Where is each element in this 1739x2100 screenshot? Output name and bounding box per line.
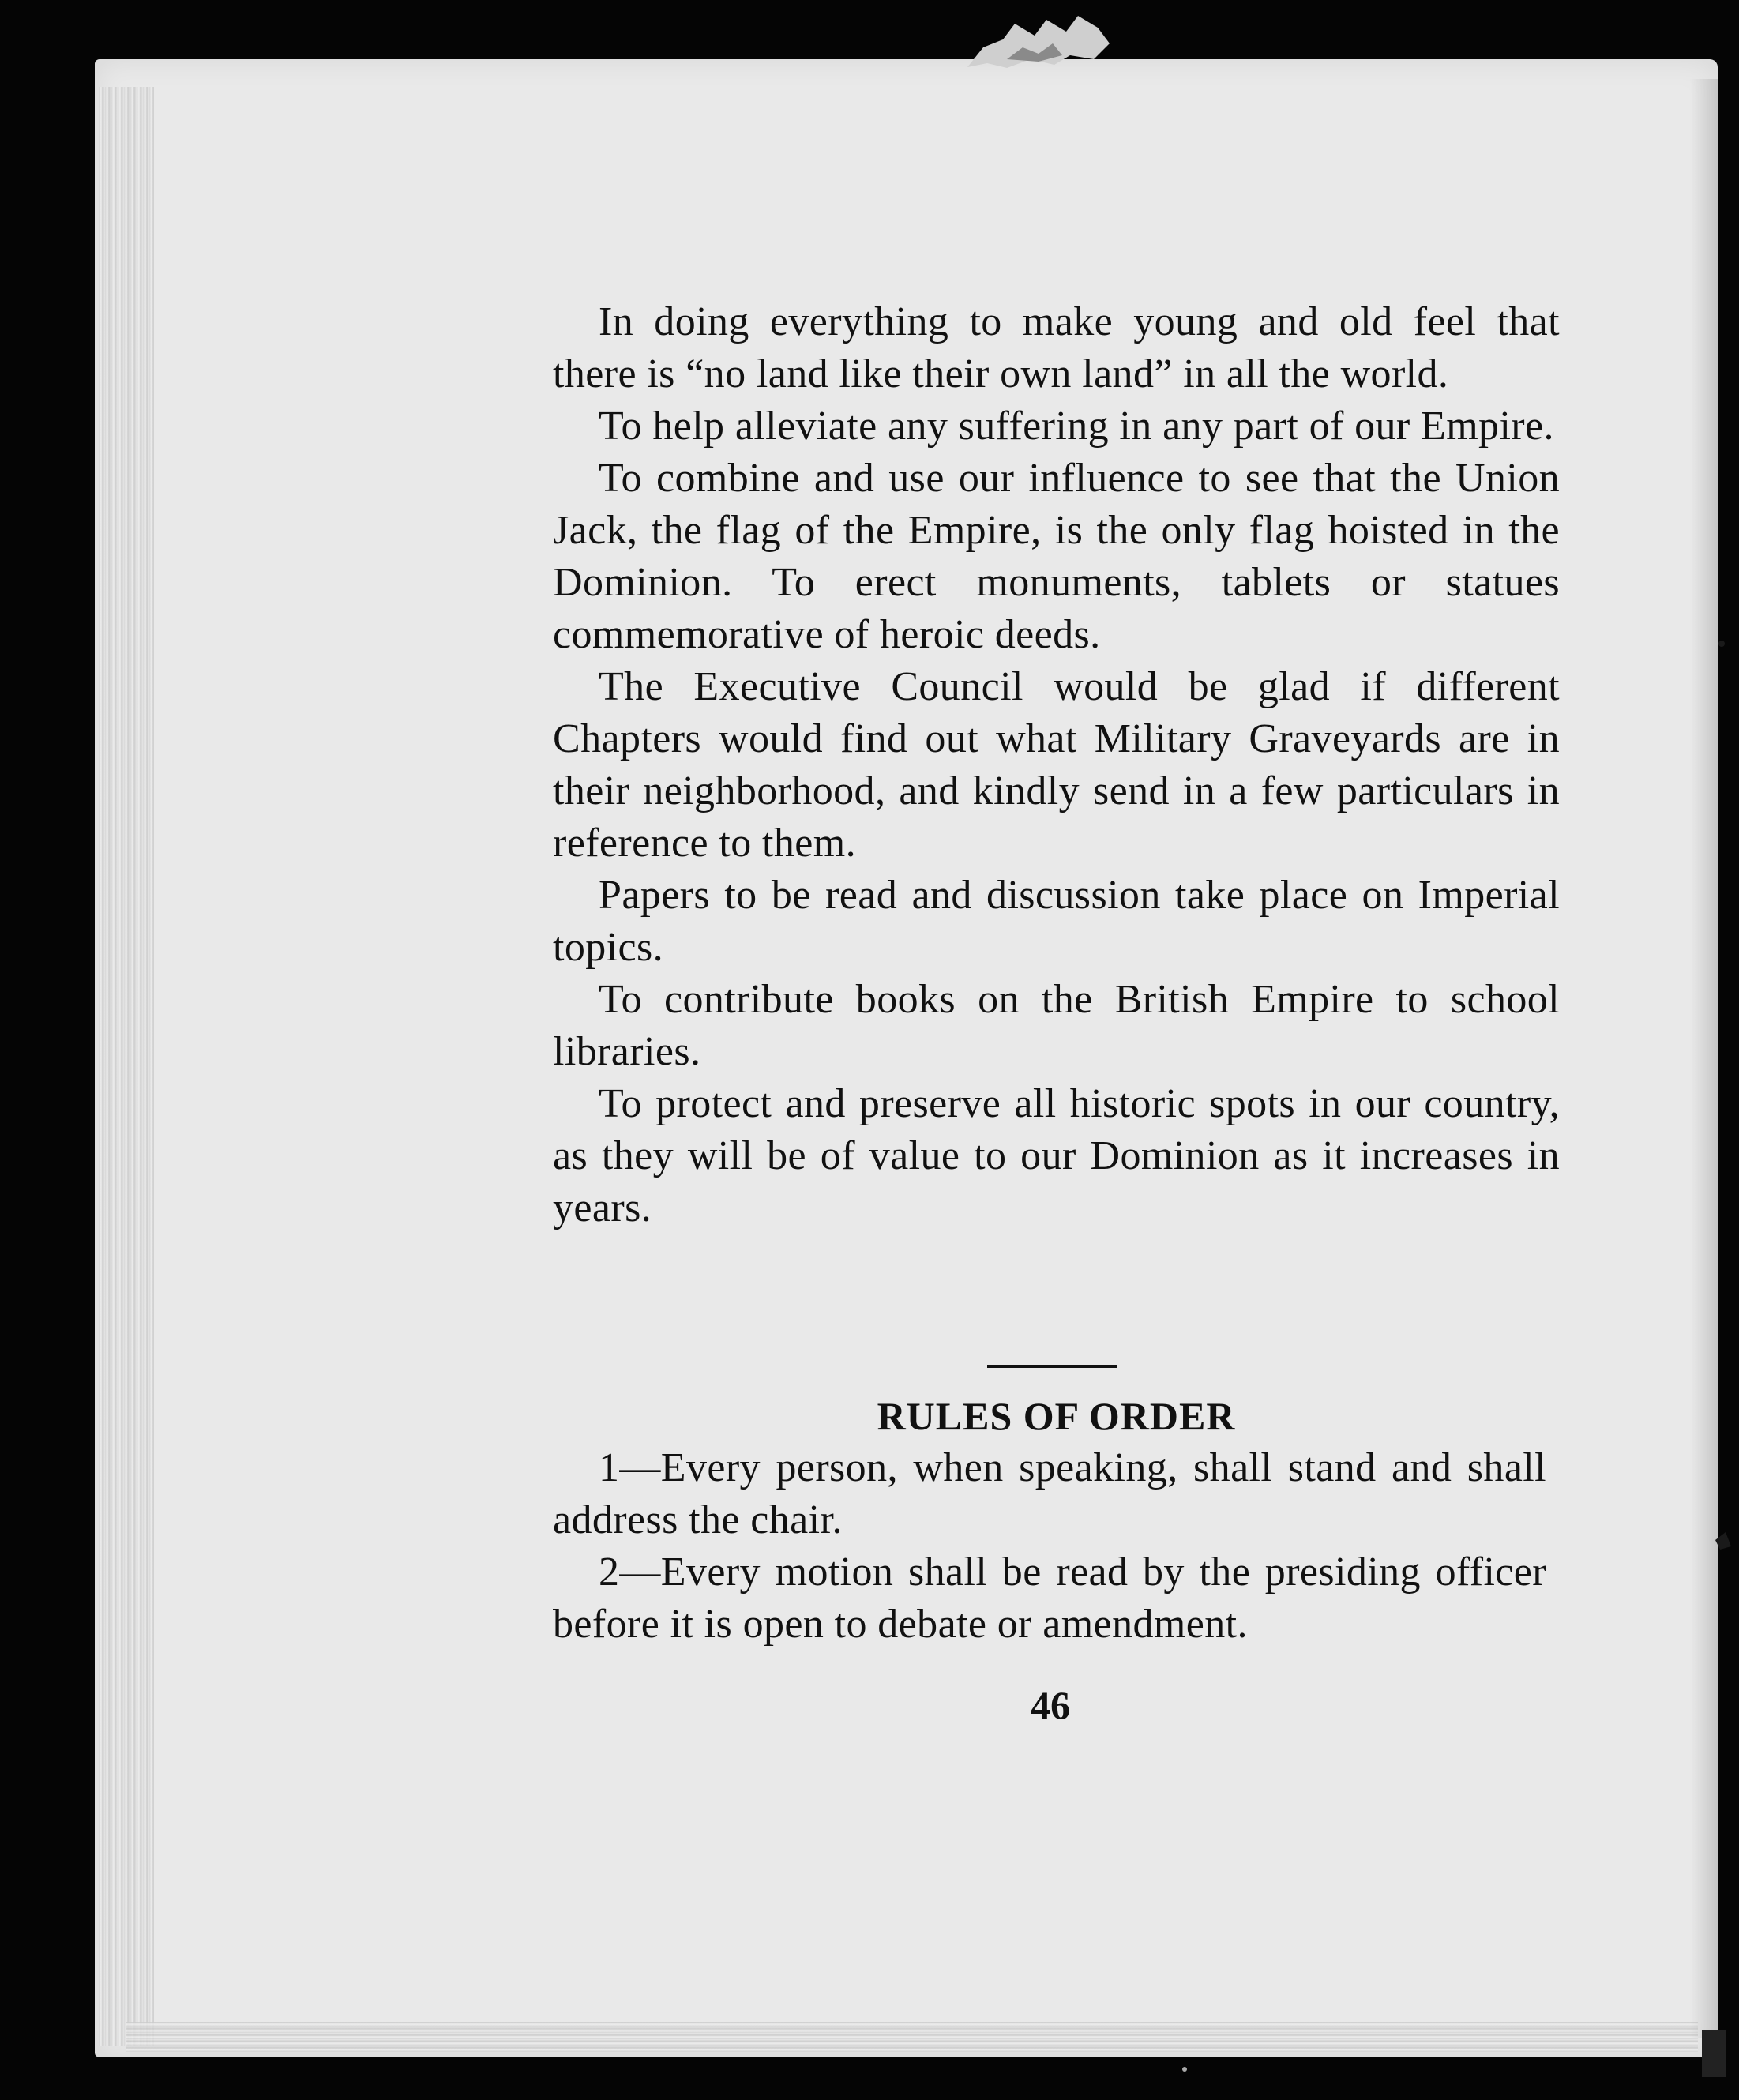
page-number: 46 [1031, 1683, 1070, 1727]
rule-item: 2—Every motion shall be read by the presiding officer before it is open to debate or amendment. [553, 1550, 1546, 1647]
torn-paper-fragment [960, 16, 1117, 71]
section-heading: RULES OF ORDER [877, 1394, 1236, 1438]
section-divider [987, 1365, 1117, 1368]
page-right-shadow [1690, 79, 1718, 2038]
paragraph: To contribute books on the British Empire to school libraries. [553, 977, 1560, 1074]
page-stack-edge-left [99, 87, 154, 2046]
body-text [553, 296, 1560, 1234]
paragraph: The Executive Council would be glad if different Chapters would find out what Military Graveyards are in their neighborhood, and kindly send in a few particulars in reference to them. [553, 664, 1560, 866]
paragraph: In doing everything to make young and old feel that there is “no land like their own land” in all the world. [553, 299, 1560, 396]
rules-list [553, 1442, 1546, 1651]
rule-item: 1—Every person, when speaking, shall stand and shall address the chair. [553, 1445, 1546, 1542]
paragraph: To combine and use our influence to see that the Union Jack, the flag of the Empire, is the only flag hoisted in the Dominion. To erect monuments, tablets or statues commemorative of heroic deeds. [553, 456, 1560, 657]
paragraph: Papers to be read and discussion take place on Imperial topics. [553, 873, 1560, 970]
page-stack-edge-bottom [126, 2022, 1698, 2052]
paragraph: To protect and preserve all historic spots in our country, as they will be of value to our Dominion as it increases in years. [553, 1081, 1560, 1230]
paragraph: To help alleviate any suffering in any part of our Empire. [599, 404, 1554, 449]
